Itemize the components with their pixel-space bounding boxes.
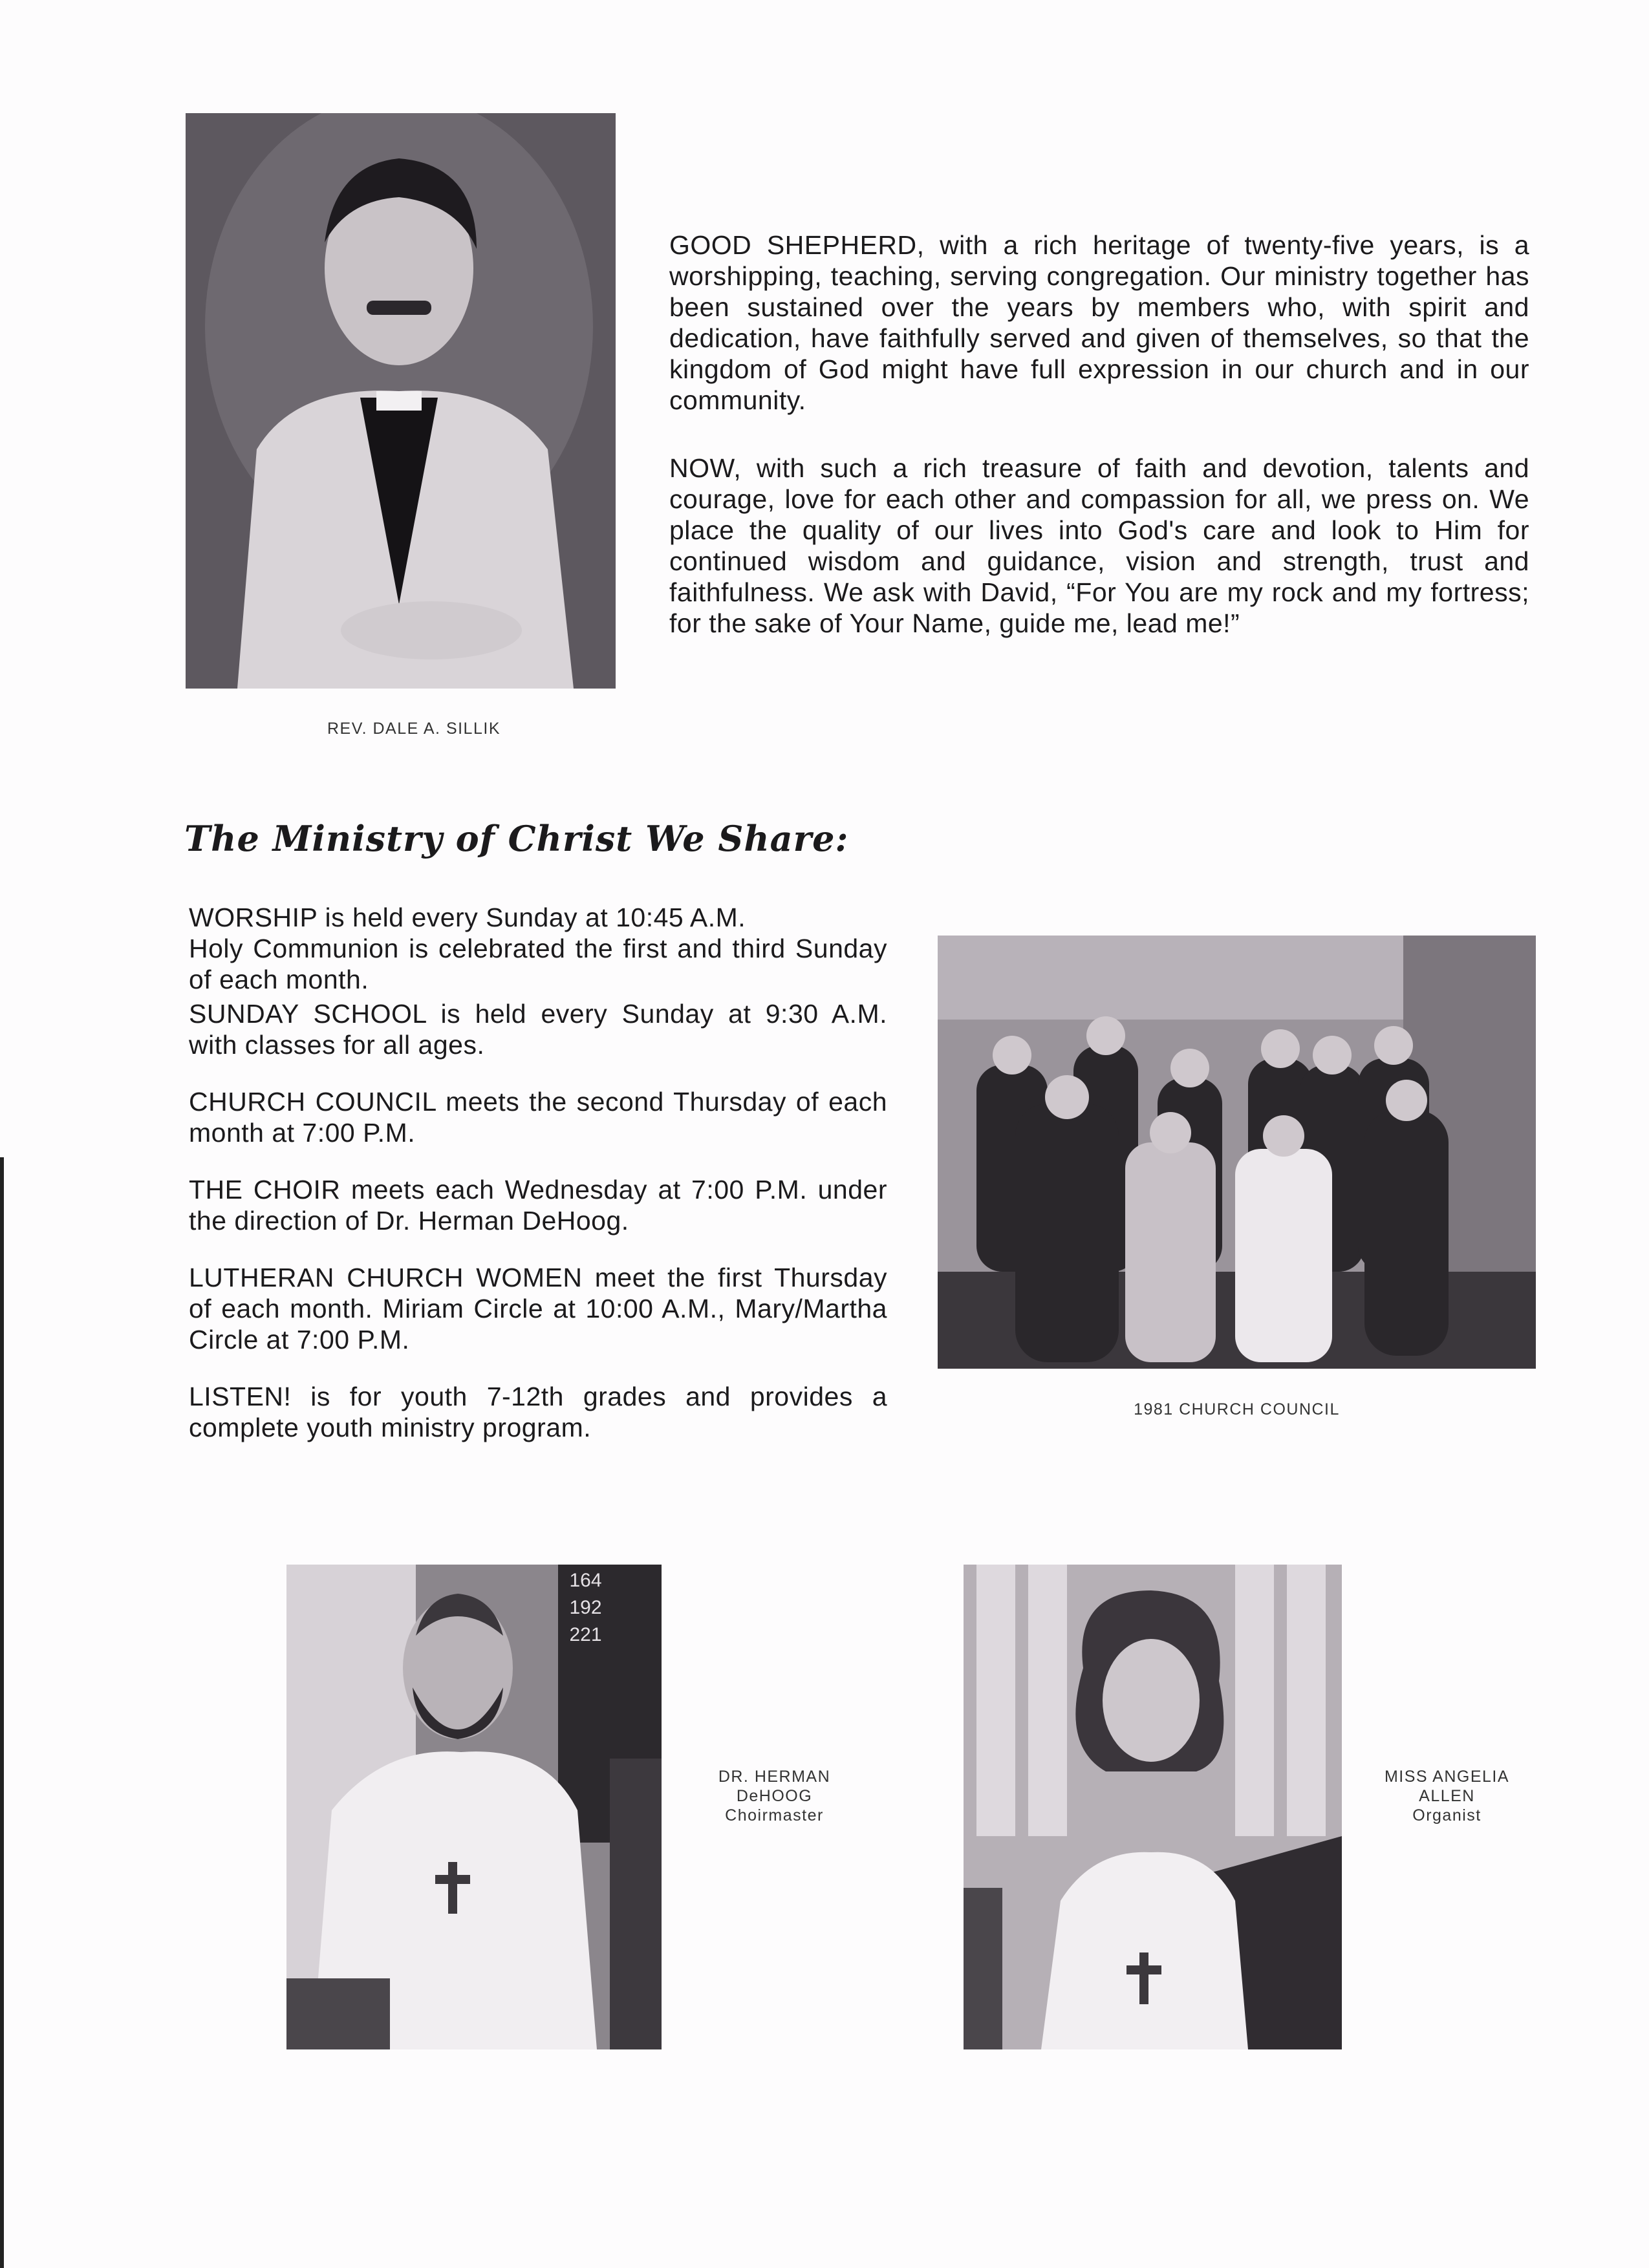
ministry-worship bbox=[189, 902, 887, 995]
hymn-number: 221 bbox=[569, 1624, 602, 1645]
hymn-number: 192 bbox=[569, 1597, 602, 1618]
ministry-women: LUTHERAN CHURCH WOMEN meet the first Thursday of each month. Miriam Circle at 10:00 A.M., Mary/Martha Circle at 7:00 P.M. bbox=[189, 1263, 887, 1354]
pastor-caption: REV. DALE A. SILLIK bbox=[327, 720, 501, 738]
organist-name-line1: MISS ANGELIA bbox=[1384, 1768, 1510, 1786]
choirmaster-role: Choirmaster bbox=[725, 1806, 824, 1824]
organist-photo bbox=[964, 1565, 1342, 2049]
ministry-heading: The Ministry of Christ We Share: bbox=[184, 818, 849, 859]
council-caption: 1981 CHURCH COUNCIL bbox=[1134, 1400, 1340, 1418]
scan-edge-divider bbox=[0, 1157, 4, 2268]
choirmaster-name-line2: DeHOOG bbox=[736, 1787, 813, 1805]
choirmaster-name-line1: DR. HERMAN bbox=[718, 1768, 831, 1786]
choirmaster-caption bbox=[692, 1767, 857, 1825]
hymn-board bbox=[561, 1567, 610, 1649]
organist-caption bbox=[1368, 1767, 1526, 1825]
ministry-council: CHURCH COUNCIL meets the second Thursday of each month at 7:00 P.M. bbox=[189, 1087, 887, 1148]
worship-text: WORSHIP is held every Sunday at 10:45 A.M. bbox=[189, 903, 746, 932]
ministry-sunday-school: SUNDAY SCHOOL is held every Sunday at 9:30 A.M. with classes for all ages. bbox=[189, 999, 887, 1060]
ministry-list bbox=[189, 902, 887, 1469]
pastor-photo bbox=[186, 113, 616, 689]
hymn-number: 164 bbox=[569, 1570, 602, 1591]
ministry-choir: THE CHOIR meets each Wednesday at 7:00 P.M. under the direction of Dr. Herman DeHoog. bbox=[189, 1175, 887, 1236]
communion-text: Holy Communion is celebrated the first and third Sunday of each month. bbox=[189, 934, 887, 994]
ministry-listen: LISTEN! is for youth 7-12th grades and provides a complete youth ministry program. bbox=[189, 1382, 887, 1442]
council-photo bbox=[938, 936, 1536, 1369]
organist-name-line2: ALLEN bbox=[1419, 1787, 1475, 1805]
intro-paragraph-2: NOW, with such a rich treasure of faith and devotion, talents and courage, love for each other and compassion for all, we press on. We place the quality of our lives into God's care and look to Him for continued wisdom and guidance, vision and strength, trust and faithfulness. We ask with David, “For You are my rock and my fortress; for the sake of Your Name, guide me, lead me!” bbox=[669, 453, 1529, 638]
intro-paragraph-1: GOOD SHEPHERD, with a rich heritage of twenty-five years, is a worshipping, teaching, serving congregation. Our ministry together has been sustained over the years by members who, with spirit and dedication, have faithfully served and given of themselves, so that the kingdom of God might have full expression in our church and in our community. bbox=[669, 230, 1529, 415]
organist-role: Organist bbox=[1412, 1806, 1482, 1824]
